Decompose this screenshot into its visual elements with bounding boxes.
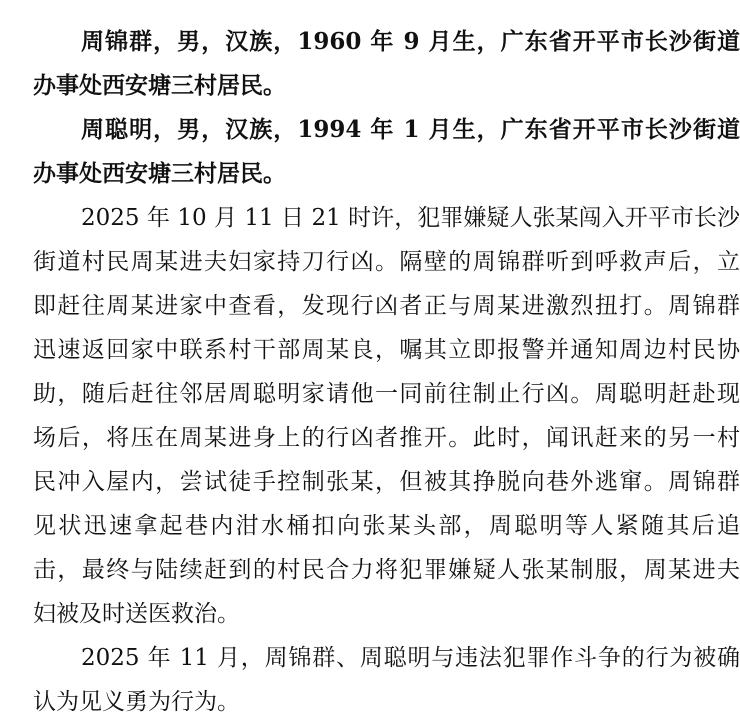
paragraph-3-line-7: 民冲入屋内，尝试徒手控制张某，但被其挣脱向巷外逃窜。周锦群 (33, 469, 740, 495)
paragraph-1-line-2: 办事处西安塘三村居民。 (33, 72, 286, 99)
paragraph-3-line-10: 妇被及时送医救治。 (33, 601, 240, 627)
paragraph-4-line-2: 认为见义勇为行为。 (33, 689, 240, 715)
paragraph-2-line-2: 办事处西安塘三村居民。 (33, 160, 286, 187)
paragraph-3-line-2: 街道村民周某进夫妇家持刀行凶。隔壁的周锦群听到呼救声后，立 (33, 249, 740, 275)
paragraph-3-line-6: 场后，将压在周某进身上的行凶者推开。此时，闻讯赶来的另一村 (33, 425, 740, 451)
paragraph-3-line-4: 迅速返回家中联系村干部周某良，嘱其立即报警并通知周边村民协 (33, 337, 740, 363)
paragraph-1-line-1: 周锦群，男，汉族，1960 年 9 月生，广东省开平市长沙街道 (81, 28, 740, 55)
paragraph-3-line-3: 即赶往周某进家中查看，发现行凶者正与周某进激烈扭打。周锦群 (33, 293, 740, 319)
paragraph-3-line-1: 2025 年 10 月 11 日 21 时许，犯罪嫌疑人张某闯入开平市长沙 (81, 205, 740, 231)
paragraph-4-line-1: 2025 年 11 月，周锦群、周聪明与违法犯罪作斗争的行为被确 (81, 645, 740, 671)
paragraph-3-line-5: 助，随后赶往邻居周聪明家请他一同前往制止行凶。周聪明赶赴现 (33, 381, 740, 407)
paragraph-3-line-9: 击，最终与陆续赶到的村民合力将犯罪嫌疑人张某制服，周某进夫 (33, 557, 740, 583)
paragraph-3-line-8: 见状迅速拿起巷内泔水桶扣向张某头部，周聪明等人紧随其后追 (33, 513, 740, 539)
paragraph-2-line-1: 周聪明，男，汉族，1994 年 1 月生，广东省开平市长沙街道 (81, 116, 740, 143)
